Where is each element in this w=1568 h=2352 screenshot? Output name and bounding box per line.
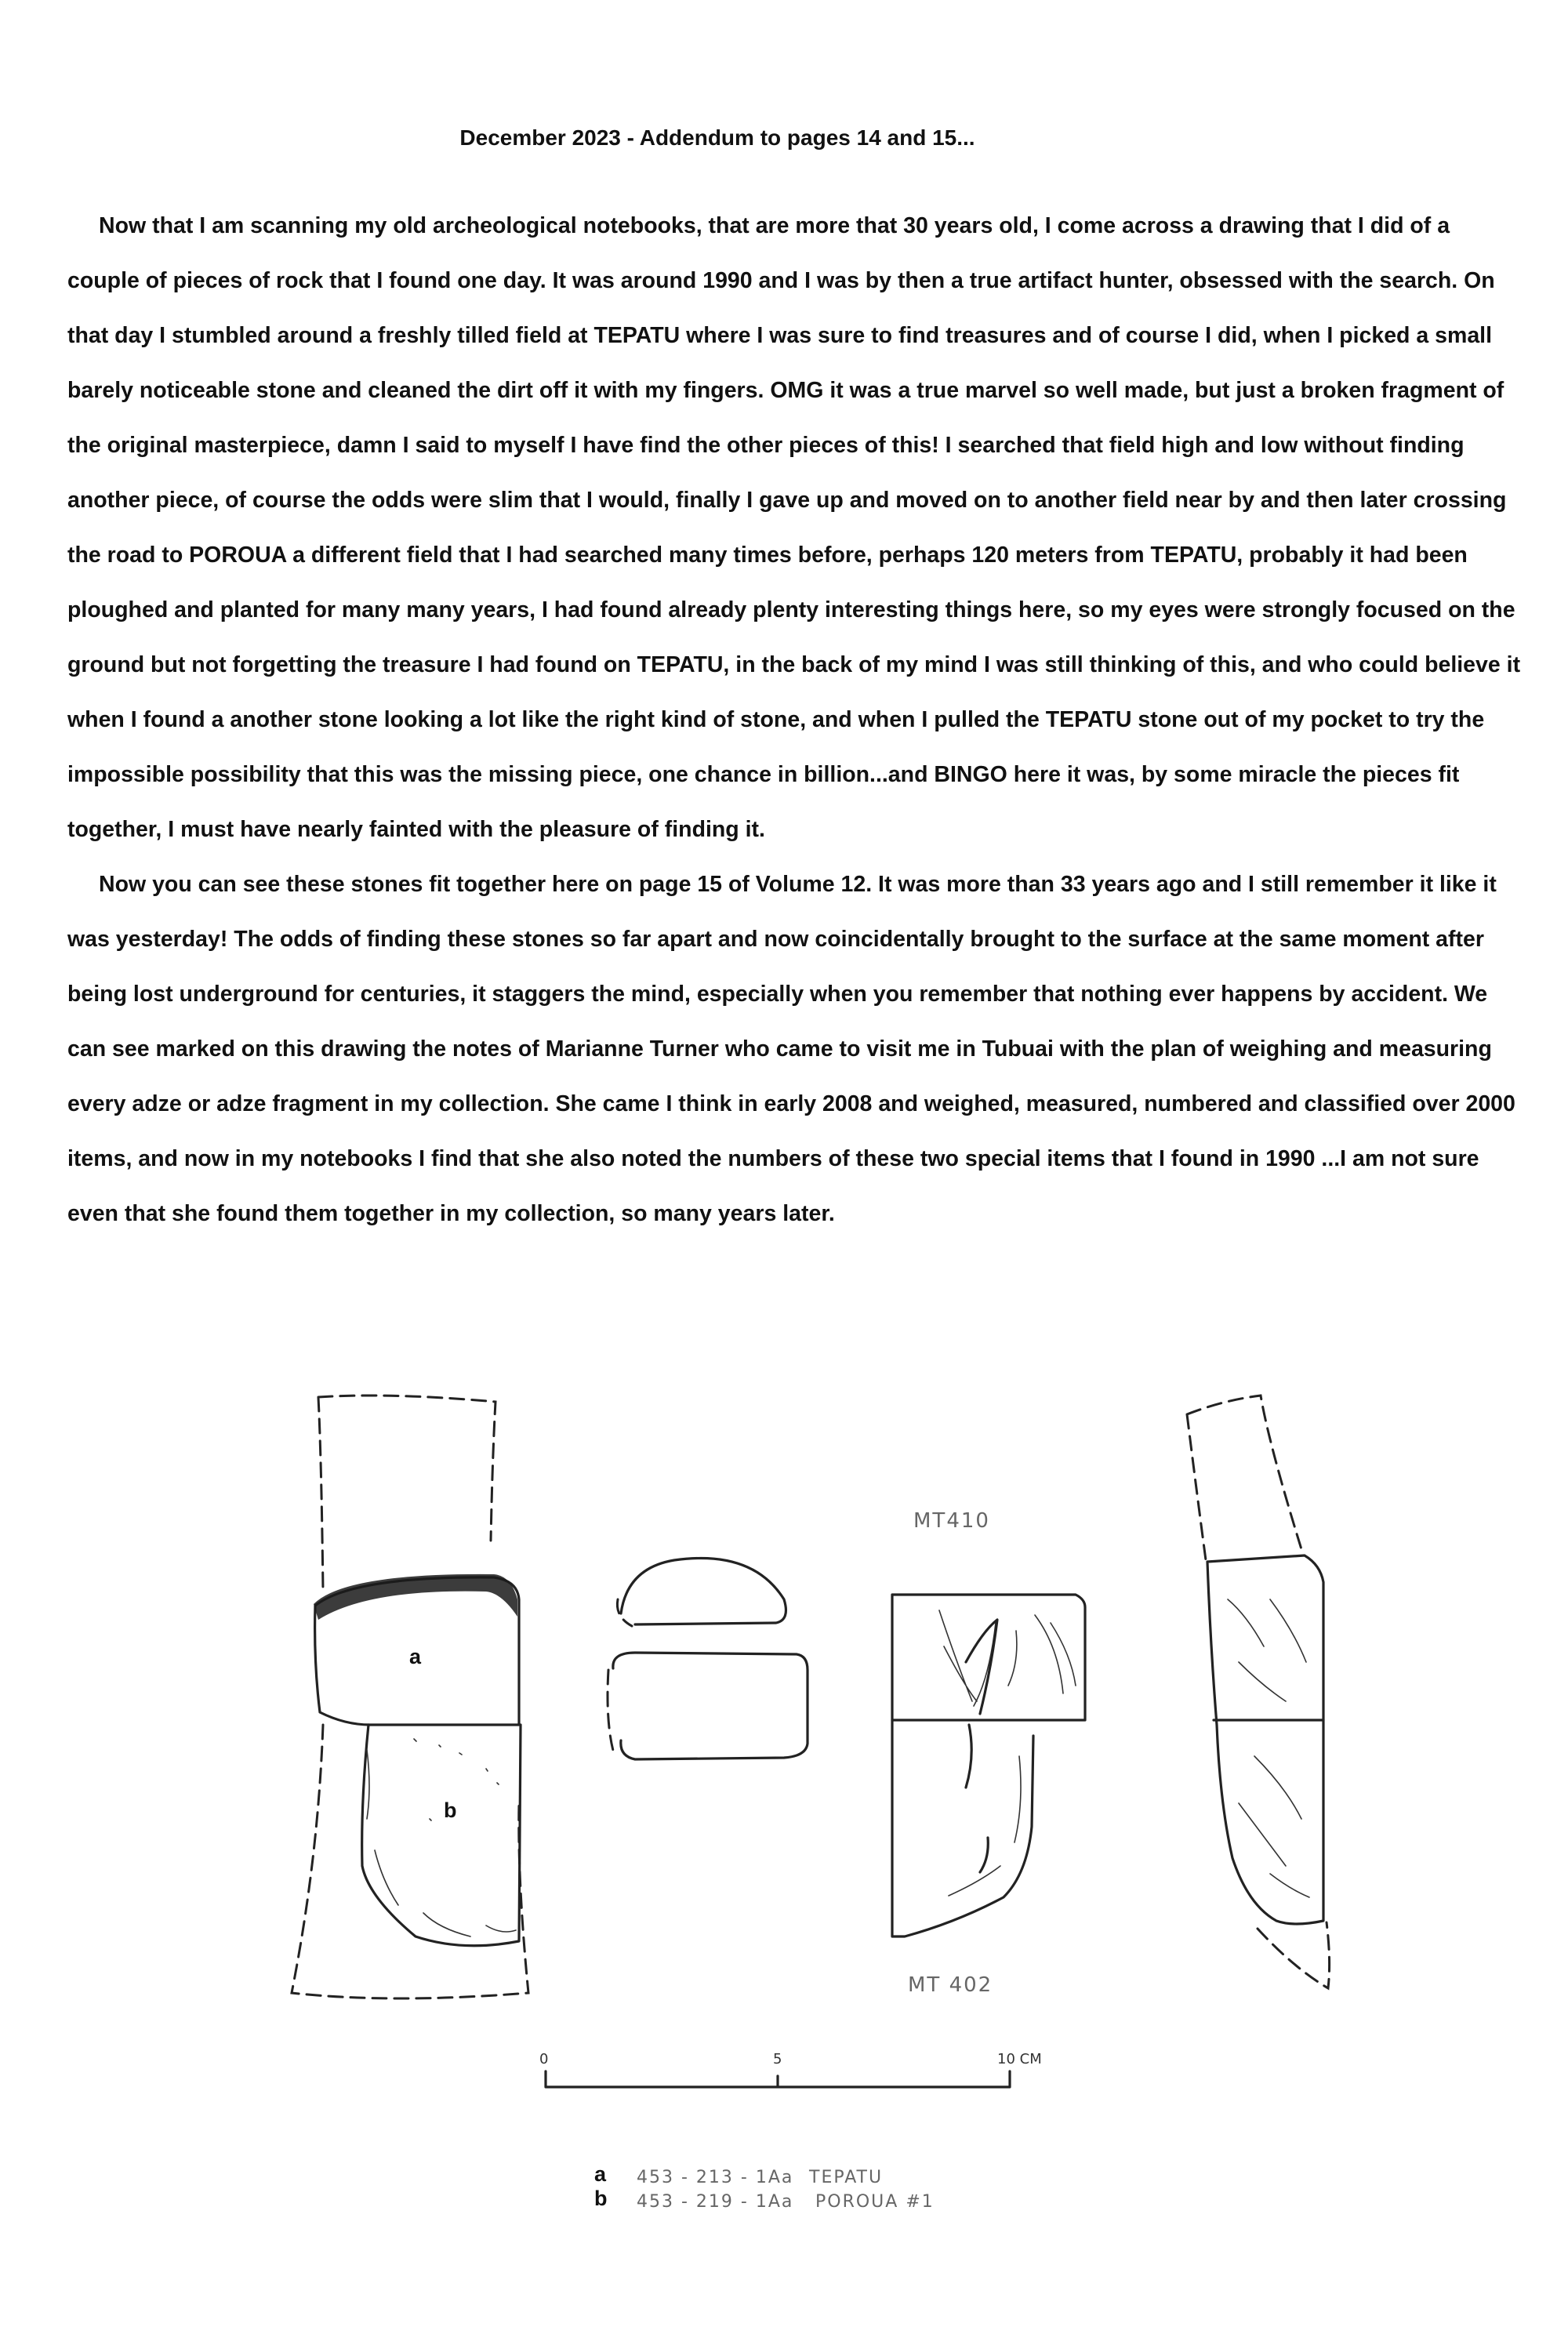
legend-code-a: 453 - 213 - 1Aa [637, 2168, 794, 2187]
legend-site-b: POROUA #1 [815, 2192, 935, 2212]
paragraph-1: Now that I am scanning my old archeological notebooks, that are more that 30 years old, I come across a drawing that I did of a couple of pieces of rock that I found one day. It was around 1990 and I was by then a true artifact hunter, obsessed with the search. On that day I stumbled around a freshly tilled field at TEPATU where I was sure to find treasures and of course I did, when I picked a small barely noticeable stone and cleaned the dirt off it with my fingers. OMG it was a true marvel so well made, but just a broken fragment of the original masterpiece, damn I said to myself I have find the other pieces of this! I searched that field high and low without finding another piece, of course the odds were slim that I would, finally I gave up and moved on to another field near by and then later crossing the road to POROUA a different field that I had searched many times before, perhaps 120 meters from TEPATU, probably it had been ploughed and planted for many many years, I had found already plenty interesting things here, so my eyes were strongly focused on the ground but not forgetting the treasure I had found on TEPATU, in the back of my mind I was still thinking of this, and who could believe it when I found a another stone looking a lot like the right kind of stone, and when I pulled the TEPATU stone out of my pocket to try the impossible possibility that this was the missing piece, one chance in billion...and BINGO here it was, by some miracle the pieces fit together, I must have nearly fainted with the pleasure of finding it. [67, 213, 1521, 842]
scale-tick-0: 0 [539, 2051, 549, 2067]
catalog-legend [594, 2162, 935, 2212]
adze-front-view [292, 1396, 528, 1998]
adze-side-view [892, 1509, 1085, 1997]
adze-cross-sections [608, 1558, 808, 1759]
scale-tick-10: 10 CM [997, 2051, 1042, 2067]
scale-bar [539, 2051, 1042, 2087]
piece-label-a: a [409, 1645, 422, 1668]
legend-letter-a: a [594, 2162, 607, 2186]
paragraph-2: Now you can see these stones fit together here on page 15 of Volume 12. It was more than 33 years ago and I still remember it like it was yesterday! The odds of finding these stones so far apart and now coincidentally brought to the surface at the same moment after being lost underground for centuries, it staggers the mind, especially when you remember that nothing ever happens by accident. We can see marked on this drawing the notes of Marianne Turner who came to visit me in Tubuai with the plan of weighing and measuring every adze or adze fragment in my collection. She came I think in early 2008 and weighed, measured, numbered and classified over 2000 items, and now in my notebooks I find that she also noted the numbers of these two special items that I found in 1990 ...I am not sure even that she found them together in my collection, so many years later. [67, 872, 1515, 1226]
adze-edge-view [1187, 1396, 1330, 1988]
piece-label-b: b [444, 1798, 457, 1822]
legend-code-b: 453 - 219 - 1Aa [637, 2192, 794, 2212]
scale-tick-5: 5 [773, 2051, 782, 2067]
catalog-number-bottom: MT 402 [908, 1973, 993, 1997]
legend-site-a: TEPATU [809, 2168, 884, 2187]
legend-letter-b: b [594, 2187, 608, 2210]
catalog-number-top: MT410 [913, 1509, 990, 1533]
adze-drawing [0, 1333, 1568, 2352]
page-title: December 2023 - Addendum to pages 14 and 15... [459, 125, 975, 150]
